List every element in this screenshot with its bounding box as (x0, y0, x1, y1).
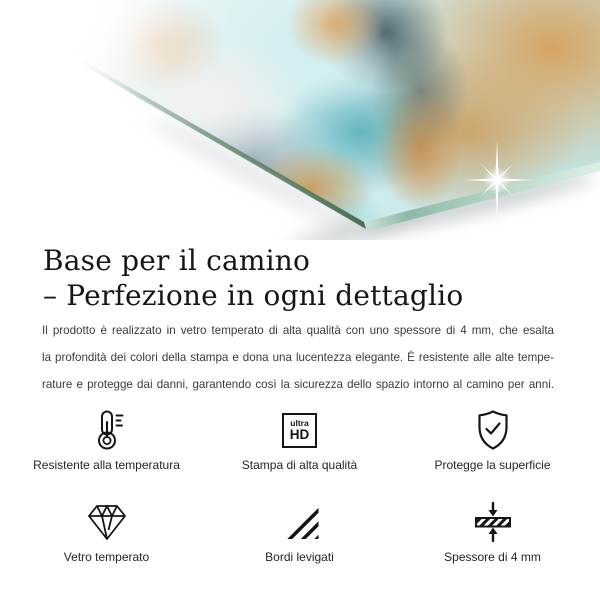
diamond-icon (85, 502, 129, 542)
description-line: la profondità dei colori della stampa e dona una lucentezza elegante. È resistente alle alte tempe- (42, 351, 554, 364)
thickness-icon (471, 500, 515, 544)
content-area (0, 240, 600, 565)
feature-label: Resistente alla temperatura (33, 458, 180, 472)
title-line-2: – Perfezione in ogni dettaglio (43, 279, 464, 312)
feature-label: Bordi levigati (265, 550, 334, 564)
shield-check-icon (473, 409, 513, 451)
description-line: rature e protegge dai danni, garantendo così la sicurezza dello spazio intorno al camino per anni. (42, 378, 554, 391)
feature-label: Stampa di alta qualità (241, 458, 358, 472)
title-line-1: Base per il camino (43, 244, 311, 277)
hero-image (0, 0, 600, 240)
description-line: Il prodotto è realizzato in vetro temperato di alta qualità con uno spessore di 4 mm, che esalta (42, 324, 554, 337)
polished-edges-icon (281, 505, 319, 539)
product-description (0, 317, 600, 398)
feature-tempered-glass (10, 500, 203, 565)
feature-label: Spessore di 4 mm (444, 550, 541, 564)
feature-polished-edges (203, 500, 396, 565)
feature-label: Vetro temperato (63, 550, 150, 564)
feature-surface-protection (396, 408, 589, 473)
thermometer-icon (85, 408, 129, 452)
feature-grid (0, 408, 600, 565)
feature-thickness (396, 500, 589, 565)
feature-label: Protegge la superficie (434, 458, 551, 472)
page-title (0, 240, 600, 313)
ultra-hd-icon: ultra HD (282, 413, 317, 448)
feature-print-quality (203, 408, 396, 473)
feature-temperature (10, 408, 203, 473)
